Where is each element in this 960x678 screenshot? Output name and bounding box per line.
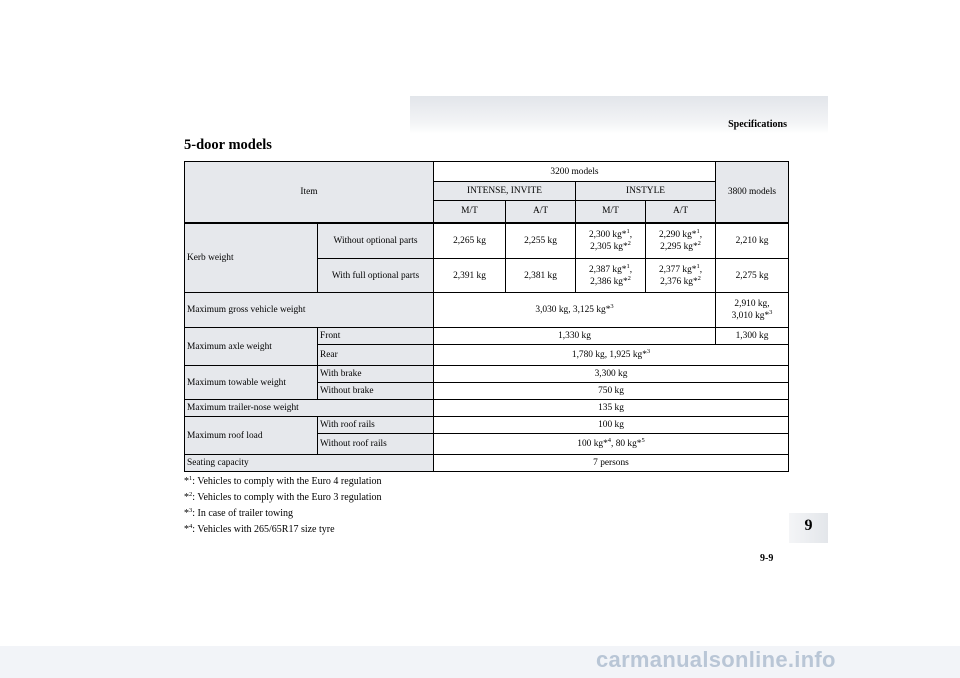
footnotes [184, 474, 381, 538]
table-cell: 2,290 kg*$^1$, 2,295 kg*$^2$ [646, 223, 716, 259]
axle-front-3200: 1,330 kg [434, 328, 716, 345]
table-cell: 2,387 kg*$^1$, 2,386 kg*$^2$ [576, 259, 646, 293]
page-header-title: Specifications [728, 119, 787, 130]
trailer-nose-row [185, 400, 789, 417]
axle-front-label: Front [318, 328, 434, 345]
section-title: 5-door models [184, 137, 272, 153]
table-cell: 2,377 kg*$^1$, 2,376 kg*$^2$ [646, 259, 716, 293]
trailer-nose-value: 135 kg [434, 400, 789, 417]
with-brake-label: With brake [318, 366, 434, 383]
axle-front-row [185, 328, 789, 345]
footnote: *$^1$: Vehicles to comply with the Euro 4 regulation [184, 475, 382, 487]
page-number: 9-9 [760, 553, 774, 564]
with-roof-rails-label: With roof rails [318, 417, 434, 434]
footnote: *$^2$: Vehicles to comply with the Euro 3 regulation [184, 491, 382, 503]
sub-instyle-header: INSTYLE [576, 182, 716, 201]
table-cell: 2,381 kg [506, 259, 576, 293]
without-roof-rails-value: 100 kg*$^4$, 80 kg*$^5$ [434, 434, 789, 455]
without-roof-rails-label: Without roof rails [318, 434, 434, 455]
table-cell: 2,300 kg*$^1$, 2,305 kg*$^2$ [576, 223, 646, 259]
item-header: Item [185, 162, 434, 223]
kerb-row-without [185, 223, 789, 259]
towable-with-row [185, 366, 789, 383]
axle-rear-label: Rear [318, 345, 434, 366]
specifications-table [184, 161, 789, 472]
trans-header: A/T [646, 201, 716, 223]
with-brake-value: 3,300 kg [434, 366, 789, 383]
roof-load-label: Maximum roof load [185, 417, 318, 455]
trans-header: M/T [434, 201, 506, 223]
group-3800-header: 3800 models [716, 162, 789, 223]
sub-intense-header: INTENSE, INVITE [434, 182, 576, 201]
header-row-1 [185, 162, 789, 182]
footnote: *$^3$: In case of trailer towing [184, 507, 294, 519]
axle-weight-label: Maximum axle weight [185, 328, 318, 366]
gross-3200-value: 3,030 kg, 3,125 kg*$^3$ [434, 293, 716, 328]
gross-weight-row [185, 293, 789, 328]
without-optional-label: Without optional parts [318, 223, 434, 259]
table-cell: 2,391 kg [434, 259, 506, 293]
watermark-text: carmanualsonline.info [596, 647, 836, 672]
towable-weight-label: Maximum towable weight [185, 366, 318, 400]
trans-header: A/T [506, 201, 576, 223]
chapter-tab-number: 9 [804, 517, 813, 534]
seating-capacity-label: Seating capacity [185, 455, 434, 472]
kerb-weight-label: Kerb weight [185, 223, 318, 293]
table-cell: 2,265 kg [434, 223, 506, 259]
with-full-optional-label: With full optional parts [318, 259, 434, 293]
footnote: *$^4$: Vehicles with 265/65R17 size tyre [184, 523, 335, 535]
without-brake-label: Without brake [318, 383, 434, 400]
seating-row [185, 455, 789, 472]
without-brake-value: 750 kg [434, 383, 789, 400]
table-cell: 2,210 kg [716, 223, 789, 259]
axle-front-3800: 1,300 kg [716, 328, 789, 345]
gross-weight-label: Maximum gross vehicle weight [185, 293, 434, 328]
seating-capacity-value: 7 persons [434, 455, 789, 472]
axle-rear-value: 1,780 kg, 1,925 kg*$^3$ [434, 345, 789, 366]
gross-3800-value: 2,910 kg, 3,010 kg*$^3$ [716, 293, 789, 328]
table-cell: 2,255 kg [506, 223, 576, 259]
with-roof-rails-value: 100 kg [434, 417, 789, 434]
trailer-nose-label: Maximum trailer-nose weight [185, 400, 434, 417]
table-cell: 2,275 kg [716, 259, 789, 293]
trans-header: M/T [576, 201, 646, 223]
group-3200-header: 3200 models [434, 162, 716, 182]
roof-with-row [185, 417, 789, 434]
